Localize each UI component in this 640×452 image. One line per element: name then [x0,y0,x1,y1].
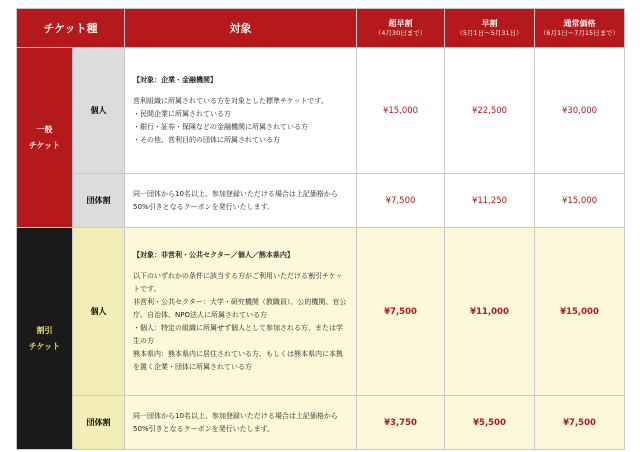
header-early-label: 早割 [481,18,498,28]
discount-category-line1: 割引 [36,326,53,336]
general-individual-title: 【対象：企業・金融機関】 [133,76,218,85]
general-group-price-regular: ¥15,000 [535,174,625,228]
general-individual-description [125,48,357,174]
general-group-label: 団体割 [73,174,125,228]
general-individual-line: 営利組織に所属されている方を対象とした標準チケットです。 [133,97,328,106]
ticket-price-table-container [16,8,624,450]
header-super-early-period: （4月30日まで） [374,28,427,37]
general-individual-line: ・民間企業に所属されている方 [133,110,232,119]
general-group-price-early: ¥11,250 [445,174,535,228]
general-individual-line: ・その他、営利目的の団体に所属されている方 [133,135,281,144]
general-individual-row [17,48,625,174]
general-category-line2: チケット [28,140,61,150]
discount-group-price-super-early: ¥3,750 [357,396,445,450]
discount-group-description: 同一団体から10名以上、参加登録いただける場合は上記価格から50%引きとなるクーポンを発行いたします。 [125,396,357,450]
header-super-early [357,9,445,48]
header-target: 対象 [125,9,357,48]
general-category-cell [17,48,73,228]
discount-individual-price-early: ¥11,000 [445,228,535,396]
general-individual-line: ・銀行・証券・保険などの金融機関に所属されている方 [133,122,309,131]
general-individual-price-super-early: ¥15,000 [357,48,445,174]
discount-individual-line: 非営利・公共セクター：大学・研究機関（教職員）、公的機関、官公庁、自治体、NPO法人に所属されている方 [133,298,347,320]
general-individual-price-regular: ¥30,000 [535,48,625,174]
discount-group-label: 団体割 [73,396,125,450]
discount-category-line2: チケット [28,341,61,351]
general-group-price-super-early: ¥7,500 [357,174,445,228]
header-super-early-label: 超早割 [388,18,413,28]
discount-individual-price-regular: ¥15,000 [535,228,625,396]
header-regular-label: 通常価格 [563,18,596,28]
discount-group-price-regular: ¥7,500 [535,396,625,450]
discount-category-cell [17,228,73,450]
general-group-description: 同一団体から10名以上、参加登録いただける場合は上記価格から50%引きとなるクーポンを発行いたします。 [125,174,357,228]
discount-individual-description [125,228,357,396]
discount-individual-line: ・個人：特定の組織に所属せず個人として参加される方、または学生の方 [133,323,344,345]
header-row [17,9,625,48]
discount-group-price-early: ¥5,500 [445,396,535,450]
header-ticket-type: チケット種 [17,9,125,48]
discount-individual-label: 個人 [73,228,125,396]
general-individual-label: 個人 [73,48,125,174]
general-individual-price-early: ¥22,500 [445,48,535,174]
ticket-price-table [16,8,625,450]
discount-individual-row [17,228,625,396]
discount-individual-title: 【対象：非営利・公共セクター／個人／熊本県内】 [133,251,294,260]
discount-individual-line: 以下のいずれかの条件に該当する方がご利用いただける割引チケットです。 [133,272,343,294]
header-early-period: （5月1日～5月31日） [456,28,523,37]
header-regular [535,9,625,48]
discount-individual-line: 熊本県内：熊本県内に居住されている方、もしくは熊本県内に本拠を置く企業・団体に所属されている方 [133,349,344,371]
header-early [445,9,535,48]
general-category-line1: 一般 [36,125,53,135]
header-regular-period: （6月1日～7月15日まで） [539,28,620,37]
general-group-row [17,174,625,228]
discount-group-row [17,396,625,450]
discount-individual-price-super-early: ¥7,500 [357,228,445,396]
